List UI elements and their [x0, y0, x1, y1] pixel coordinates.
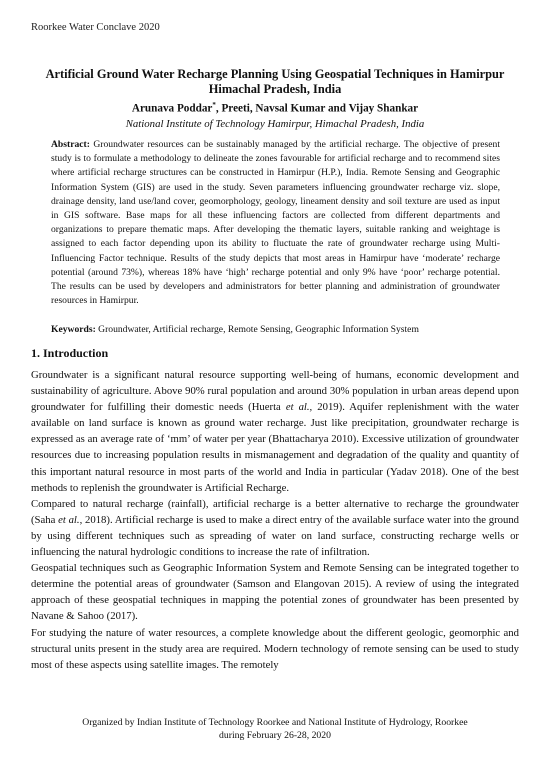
corresponding-author-mark: * [212, 101, 216, 109]
authors-rest: , Preeti, Navsal Kumar and Vijay Shankar [215, 102, 419, 115]
page-footer [40, 716, 510, 742]
paragraph-3: Geospatial techniques such as Geographic Information System and Remote Sensing can be integrated together to determine the potential areas of groundwater (Samson and Elangovan 2015). A review of using the integrated approach of these geospatial techniques in mapping the potential zones of groundwater has been presented by Navane & Sahoo (2017). [31, 562, 519, 623]
keywords [51, 324, 500, 335]
paragraph-2-part-b: 2018). Artificial recharge is used to make a direct entry of the available surface water into the ground by using different techniques such as spreading of water on land surface, constructing recharge wells or influencing the natural hydrologic conditions to increase the rate of infiltration. [31, 513, 520, 559]
abstract-label: Abstract: [51, 139, 90, 150]
keywords-text: Groundwater, Artificial recharge, Remote Sensing, Geographic Information System [95, 324, 419, 335]
paragraph-2 [31, 496, 519, 560]
introduction-body [31, 367, 519, 673]
paragraph-1-part-a: Groundwater is a significant natural resource supporting well-being of humans, economic development and sustainability of agriculture. Above 90% rural population and around 30% population in urban areas depend upon groundwater for fulfilling their domestic needs (Huerta [31, 369, 519, 414]
paragraph-1-part-b: 2019). Aquifer replenishment with the water available on land surface is known as ground water recharge. Just like precipitation, groundwater recharge is expressed as an average rate of ‘mm’ of water per year (Bhattacharya 2010). Excessive utilization of groundwater resources due to increasing population results in mismanagement and degradation of the quality and quantity of this important natural resource in most parts of the world and India in particular (Yadav 2018). One of the best methods to replenish the groundwater is Artificial Recharge. [31, 401, 519, 494]
author-list [40, 98, 510, 116]
abstract-text: Groundwater resources can be sustainably managed by the artificial recharge. The objective of present study is to formulate a methodology to delineate the zones favourable for artificial recharge and to recommend sites where artificial recharge structures can be constructed in Hamirpur (H.P.), India. Remote Sensing and Geographic Information System (GIS) are used in the study. Seven parameters influencing groundwater recharge viz. slope, drainage density, land use/land cover, geomorphology, geology, lineament density and soil texture are used as input in GIS software. Base maps for all these influencing factors are collected from different departments and organizations to prepare thematic maps. After developing the thematic layers, suitable ranking and weightage is assigned to each factor depending upon its ability to fluctuate the rate of groundwater recharge using Multi-Influencing Factor technique. Results of the study depicts that most areas in Hamirpur have ‘moderate’ recharge potential (around 73%), whereas 18% have ‘high’ recharge potential and only 9% have ‘poor’ recharge potential. The results can be used by developers and administrators for better planning and administration of groundwater resources in Hamirpur. [51, 139, 500, 307]
section-heading-introduction: 1. Introduction [31, 346, 109, 360]
paragraph-1 [31, 367, 519, 496]
citation-et-al: et al., [285, 401, 313, 414]
title-block [40, 67, 510, 131]
running-header: Roorkee Water Conclave 2020 [31, 22, 160, 33]
abstract [51, 138, 500, 308]
paragraph-2-part-a: Compared to natural recharge (rainfall), artificial recharge is a better alternative to recharge the groundwater (Saha [31, 497, 519, 526]
keywords-label: Keywords: [51, 324, 96, 335]
footer-line-1: Organized by Indian Institute of Technology Roorkee and National Institute of Hydrology, Roorkee [82, 717, 468, 728]
paper-title: Artificial Ground Water Recharge Planning Using Geospatial Techniques in Hamirpur Himachal Pradesh, India [45, 67, 505, 96]
author-first: Arunava Poddar [131, 102, 213, 115]
affiliation: National Institute of Technology Hamirpur, Himachal Pradesh, India [125, 117, 425, 130]
footer-line-2: during February 26-28, 2020 [219, 730, 331, 741]
citation-et-al: et al., [58, 513, 83, 526]
paragraph-4: For studying the nature of water resources, a complete knowledge about the different geologic, geomorphic and structural units present in the study area are required. Modern technology of remote sensing can be used to study most of these aspects using satellite images. The remotely [31, 626, 519, 671]
